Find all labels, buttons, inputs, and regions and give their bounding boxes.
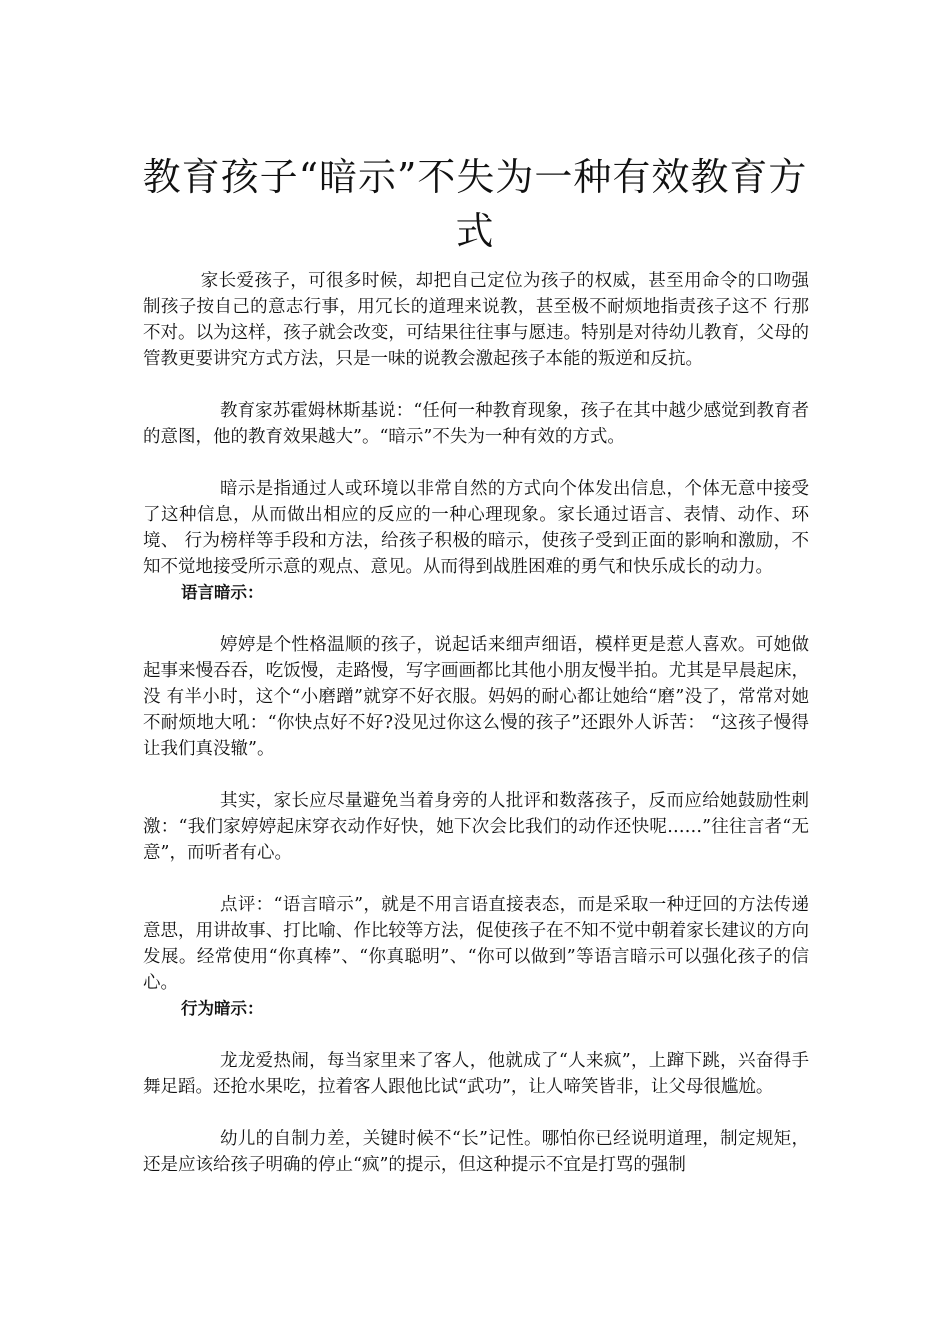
paragraph-tingting-story: 婷婷是个性格温顺的孩子，说起话来细声细语，模样更是惹人喜欢。可她做起事来慢吞吞，吃饭慢，走路慢，写字画画都比其他小朋友慢半拍。尤其是早晨起床，没 有半小时，这个“小磨蹭”就穿不好衣服。妈妈的耐心都让她给“磨”没了，常常对她不耐烦地大吼：“你快点好不好?没见过你这么慢的孩子”还跟外人诉苦： “这孩子慢得让我们真没辙”。: [143, 635, 809, 759]
paragraph-self-control: 幼儿的自制力差，关键时候不“长”记性。哪怕你已经说明道理，制定规矩，还是应该给孩子明确的停止“疯”的提示，但这种提示不宜是打骂的强制: [143, 1129, 809, 1175]
paragraph-tingting-advice: 其实，家长应尽量避免当着身旁的人批评和数落孩子，反而应给她鼓励性刺激：“我们家婷婷起床穿衣动作好快，她下次会比我们的动作还快呢……”往往言者“无意”，而听者有心。: [143, 791, 809, 863]
document-body: [143, 268, 809, 1204]
paragraph-definition: 暗示是指通过人或环境以非常自然的方式向个体发出信息，个体无意中接受了这种信息，从而做出相应的反应的一种心理现象。家长通过语言、表情、动作、环境、 行为榜样等手段和方法，给孩子积极的暗示，使孩子受到正面的影响和激励，不知不觉地接受所示意的观点、意见。从而得到战胜困难的勇气和快乐成长的动力。: [143, 479, 809, 577]
heading-language-suggestion: 语言暗示：: [180, 583, 264, 602]
paragraph-intro: 家长爱孩子，可很多时候，却把自己定位为孩子的权威，甚至用命令的口吻强制孩子按自己的意志行事，用冗长的道理来说教，甚至极不耐烦地指责孩子这不 行那不对。以为这样，孩子就会改变，可结果往往事与愿违。特别是对待幼儿教育，父母的管教更要讲究方式方法，只是一味的说教会激起孩子本能的叛逆和反抗。: [143, 271, 809, 369]
heading-behavior-suggestion: 行为暗示：: [180, 999, 264, 1018]
paragraph-language-comment: 点评：“语言暗示”，就是不用言语直接表态，而是采取一种迂回的方法传递意思，用讲故事、打比喻、作比较等方法，促使孩子在不知不觉中朝着家长建议的方向发展。经常使用“你真棒”、“你真聪明”、“你可以做到”等语言暗示可以强化孩子的信心。: [143, 895, 809, 993]
paragraph-longlong-story: 龙龙爱热闹，每当家里来了客人，他就成了“人来疯”，上蹿下跳，兴奋得手舞足蹈。还抢水果吃，拉着客人跟他比试“武功”，让人啼笑皆非，让父母很尴尬。: [143, 1051, 809, 1097]
paragraph-quote: 教育家苏霍姆林斯基说：“任何一种教育现象，孩子在其中越少感觉到教育者的意图，他的教育效果越大”。“暗示”不失为一种有效的方式。: [143, 401, 809, 447]
document-title: 教育孩子“暗示”不失为一种有效教育方式: [142, 155, 808, 253]
